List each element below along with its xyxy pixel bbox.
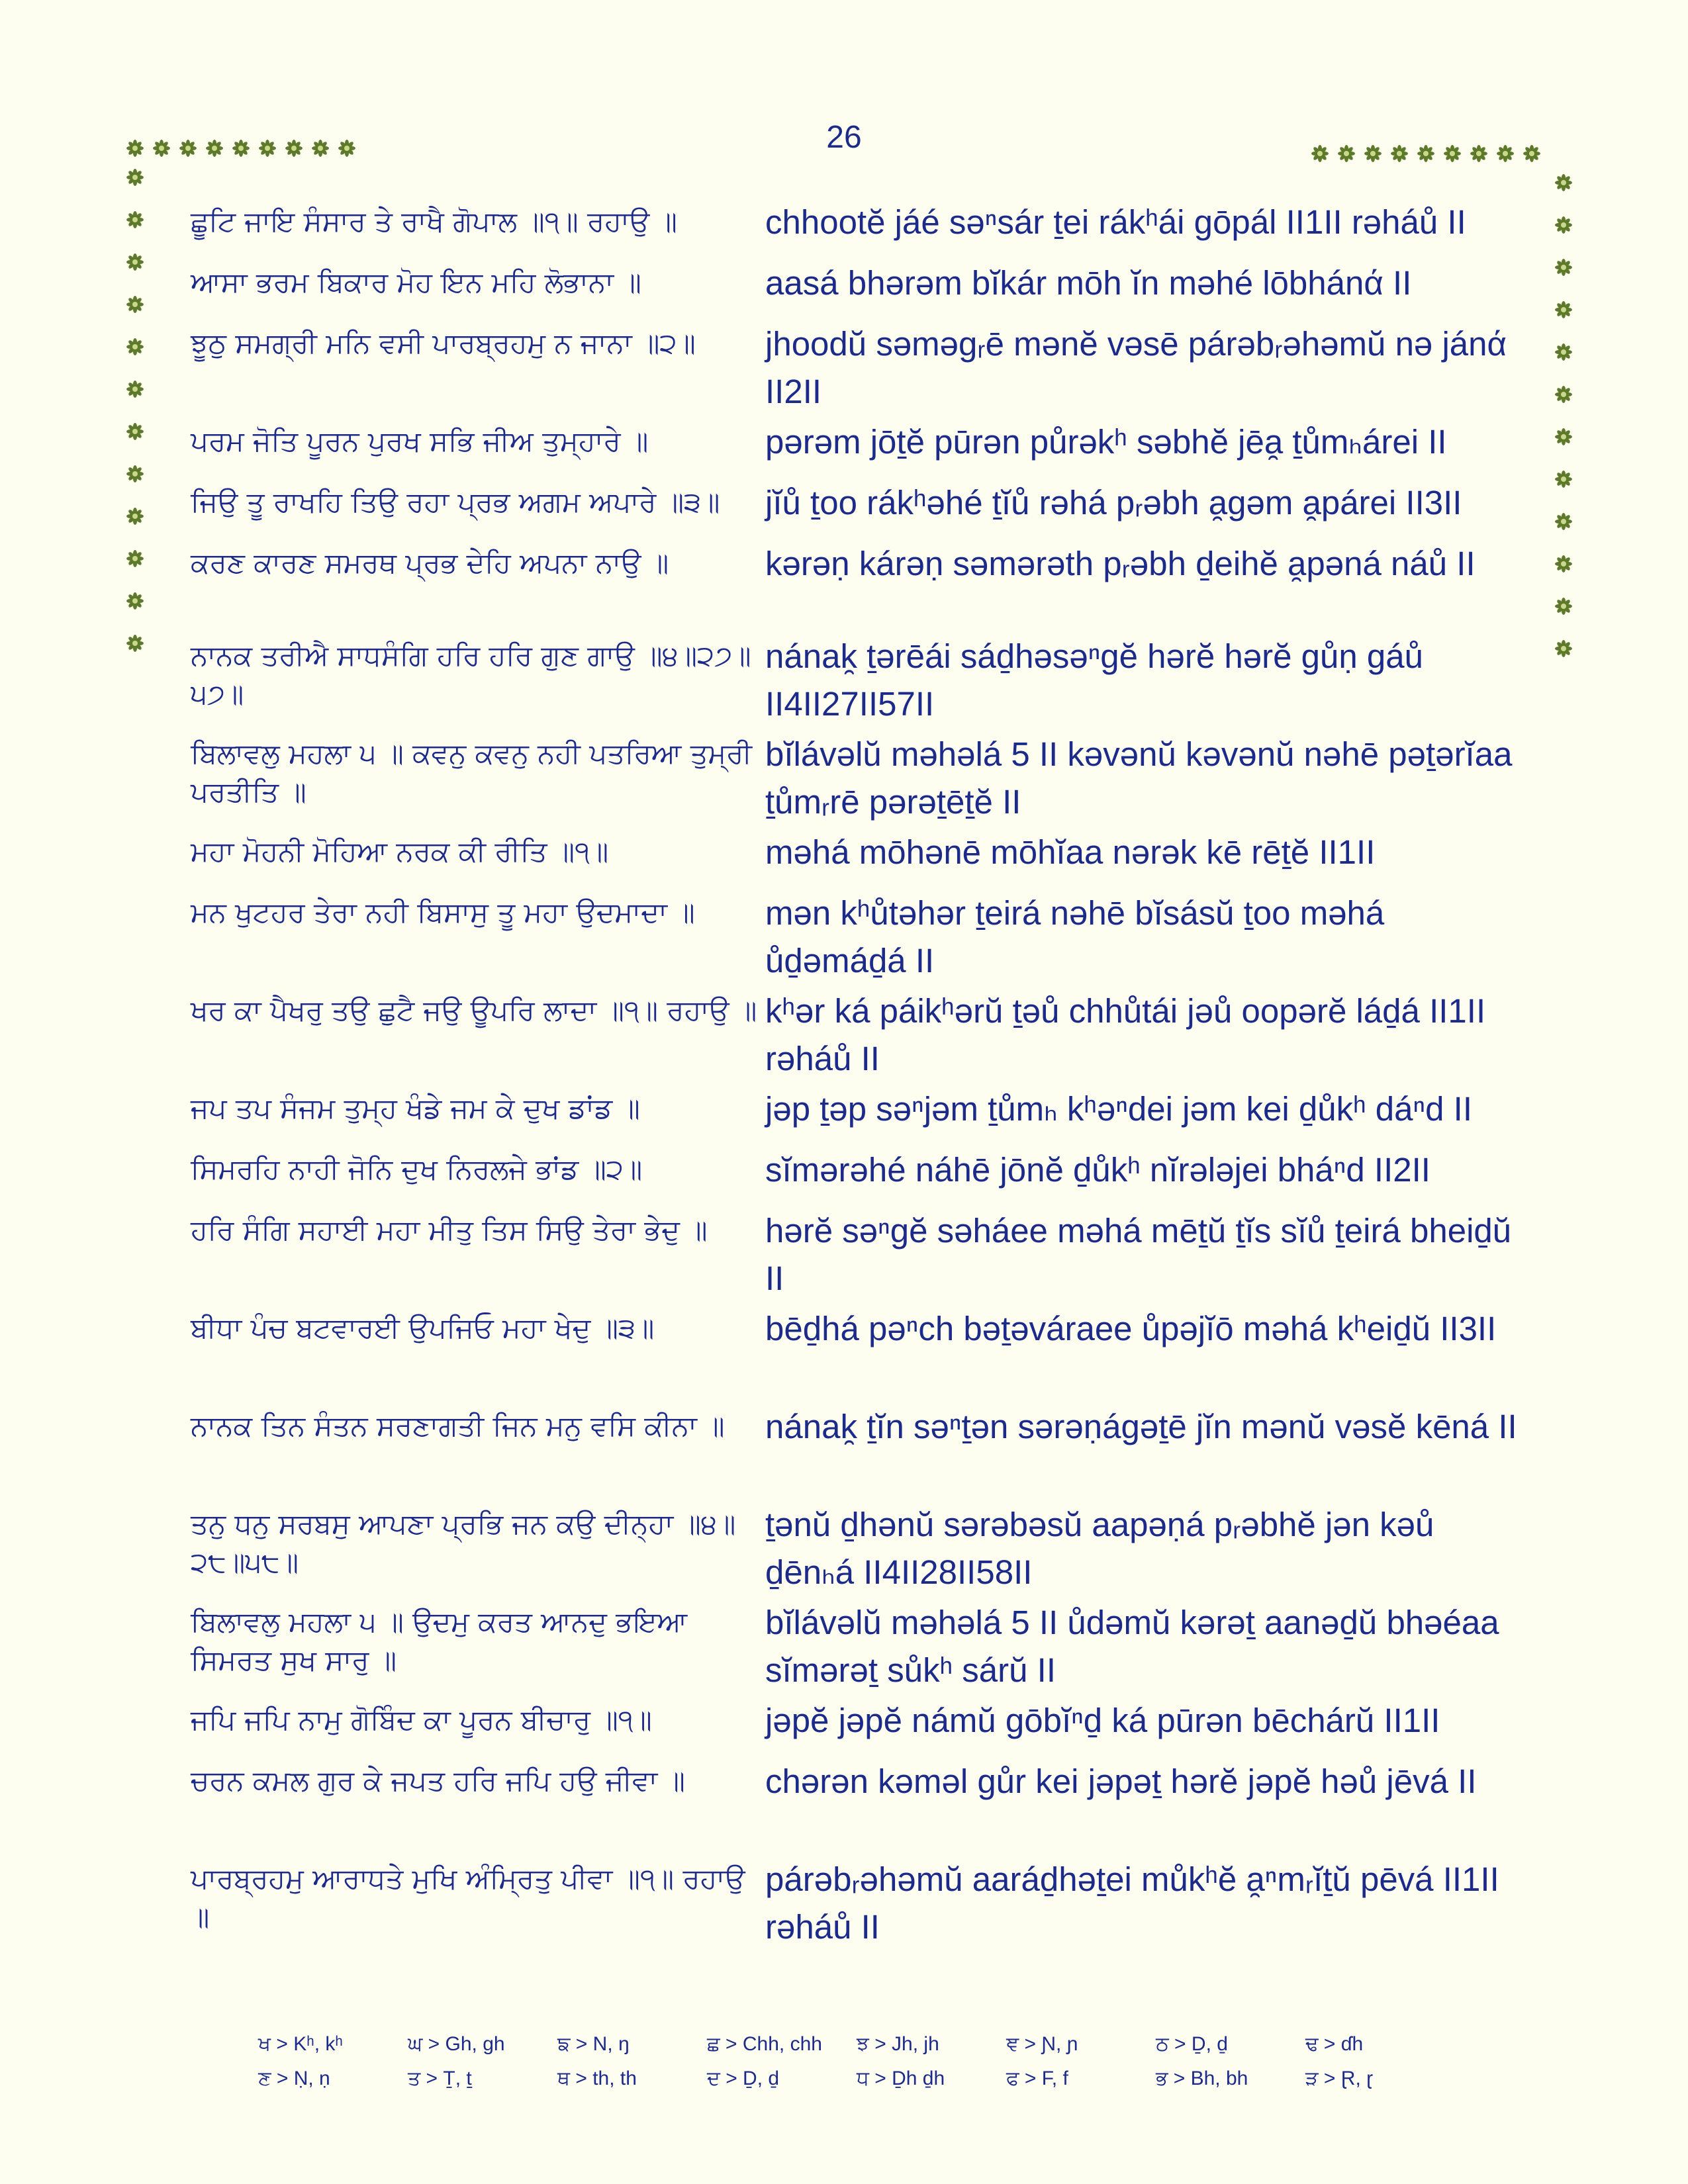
verse-row bbox=[191, 320, 1528, 418]
transliteration-text: mən kʰůtəhər ṯeirá nəhē bĭsásŭ ṯoo məhá ůḏəmáḏá II bbox=[765, 894, 1385, 979]
gurmukhi-text: ਬਿਲਾਵਲੁ ਮਹਲਾ ੫ ॥ ਉਦਮੁ ਕਰਤ ਆਨਦੁ ਭਇਆ ਸਿਮਰਤ ਸੁਖ ਸਾਰੁ ॥ bbox=[191, 1606, 688, 1676]
flower-ornament-icon bbox=[126, 338, 144, 356]
flower-ornament-icon bbox=[1554, 639, 1573, 658]
flower-ornament-icon bbox=[285, 139, 303, 158]
transliteration-text: sĭmərəhé náhē jōnĕ ḏůkʰ nĭrələjei bháⁿd II2II bbox=[765, 1151, 1430, 1189]
gurmukhi-text: ਮਨ ਖੁਟਹਰ ਤੇਰਾ ਨਹੀ ਬਿਸਾਸੁ ਤੂ ਮਹਾ ਉਦਮਾਦਾ ॥ bbox=[191, 896, 695, 929]
gurmukhi-text: ਖਰ ਕਾ ਪੈਖਰੁ ਤਉ ਛੁਟੈ ਜਉ ਊਪਰਿ ਲਾਦਾ ॥੧॥ ਰਹਾਉ ॥ bbox=[191, 994, 757, 1026]
verse-row bbox=[191, 1856, 1528, 1954]
gurmukhi-text: ਤਨੁ ਧਨੁ ਸਰਬਸੁ ਆਪਣਾ ਪ੍ਰਭਿ ਜਨ ਕਉ ਦੀਨ੍ਹਾ ॥੪॥੨੮॥੫੮॥ bbox=[191, 1508, 736, 1578]
flower-ornament-icon bbox=[126, 465, 144, 483]
key-item: ੜ > Ɽ, ɽ bbox=[1305, 2068, 1374, 2089]
flower-ornament-icon bbox=[126, 210, 144, 229]
verse-row bbox=[191, 1403, 1528, 1501]
flower-ornament-icon bbox=[1554, 173, 1573, 192]
gurmukhi-text: ਮਹਾ ਮੋਹਨੀ ਮੋਹਿਆ ਨਰਕ ਕੀ ਰੀਤਿ ॥੧॥ bbox=[191, 835, 609, 868]
transliteration-text: kərəṇ kárəṇ səmərəth pᵣəbh ḏeihĕ a̯pəná náů II bbox=[765, 545, 1476, 582]
verse-row bbox=[191, 731, 1528, 829]
gurmukhi-text: ਸਿਮਰਹਿ ਨਾਹੀ ਜੋਨਿ ਦੁਖ ਨਿਰਲਜੇ ਭਾਂਡ ॥੨॥ bbox=[191, 1153, 643, 1185]
gurmukhi-text: ਝੂਠੁ ਸਮਗ੍ਰੀ ਮਨਿ ਵਸੀ ਪਾਰਬ੍ਰਹਮੁ ਨ ਜਾਨਾ ॥੨॥ bbox=[191, 327, 696, 359]
flower-ornament-icon bbox=[1417, 144, 1435, 163]
flower-ornament-icon bbox=[338, 139, 356, 158]
flower-ornament-icon bbox=[1337, 144, 1356, 163]
gurmukhi-text: ਨਾਨਕ ਤਿਨ ਸੰਤਨ ਸਰਣਾਗਤੀ ਜਿਨ ਮਨੁ ਵਸਿ ਕੀਨਾ ॥ bbox=[191, 1410, 725, 1442]
flower-ornament-icon bbox=[1554, 470, 1573, 488]
flower-ornament-icon bbox=[126, 507, 144, 525]
flower-ornament-icon bbox=[1390, 144, 1409, 163]
flower-ornament-icon bbox=[1443, 144, 1462, 163]
flower-ornament-icon bbox=[126, 380, 144, 398]
flower-ornament-icon bbox=[1554, 343, 1573, 361]
flower-ornament-icon bbox=[205, 139, 224, 158]
verse-row bbox=[191, 259, 1528, 320]
transliteration-text: jəpĕ jəpĕ námŭ gōbĭⁿḏ ká pūrən bēchárŭ II1II bbox=[765, 1702, 1440, 1739]
verse-row bbox=[191, 1758, 1528, 1856]
flower-ornament-icon bbox=[126, 253, 144, 271]
transliteration-text: chhootĕ jáé səⁿsár ṯei rákʰái gōpál II1II rəháů II bbox=[765, 203, 1466, 241]
gurmukhi-text: ਜਪਿ ਜਪਿ ਨਾਮੁ ਗੋਬਿੰਦ ਕਾ ਪੂਰਨ ਬੀਚਾਰੁ ॥੧॥ bbox=[191, 1704, 652, 1736]
key-item: ਛ > Chh, chh bbox=[707, 2033, 822, 2055]
key-item: ਙ > N, ŋ bbox=[557, 2033, 630, 2055]
transliteration-text: bĭlávəlŭ məhəlá 5 II kəvənŭ kəvənŭ nəhē pəṯərĭaa ṯůmᵣrē pərəṯēṯĕ II bbox=[765, 735, 1513, 821]
transliteration-text: pərəm jōṯĕ pūrən půrəkʰ səbhĕ jēa̯ ṯůmₕárei II bbox=[765, 423, 1447, 461]
transliteration-text: jĭů ṯoo rákʰəhé ṯĭů rəhá pᵣəbh a̯gəm a̯párei II3II bbox=[765, 484, 1462, 522]
flower-ornament-icon bbox=[258, 139, 277, 158]
verse-row bbox=[191, 633, 1528, 731]
flower-ornament-icon bbox=[126, 295, 144, 314]
key-line-1 bbox=[258, 2033, 1423, 2056]
gurmukhi-text: ਪਾਰਬ੍ਰਹਮੁ ਆਰਾਧਤੇ ਮੁਖਿ ਅੰਮ੍ਰਿਤੁ ਪੀਵਾ ॥੧॥ ਰਹਾਉ ॥ bbox=[191, 1862, 745, 1933]
flower-ornament-icon bbox=[1554, 428, 1573, 446]
key-item: ਣ > Ṇ, ṇ bbox=[258, 2068, 330, 2089]
transliteration-text: bĭlávəlŭ məhəlá 5 II ůdəmŭ kərəṯ aanəḏŭ bhəéaa sĭmərəṯ sůkʰ sárŭ II bbox=[765, 1604, 1499, 1689]
key-item: ਢ > ɗh bbox=[1305, 2033, 1364, 2055]
key-item: ਞ > Ɲ, ɲ bbox=[1006, 2033, 1078, 2055]
transliteration-text: hərĕ səⁿgĕ səháee məhá mēṯŭ ṯĭs sĭů ṯeirá bheiḏŭ II bbox=[765, 1212, 1512, 1297]
flower-ornament-icon bbox=[232, 139, 250, 158]
gurmukhi-text: ਕਰਣ ਕਾਰਣ ਸਮਰਥ ਪ੍ਰਭ ਦੇਹਿ ਅਪਨਾ ਨਾਉ ॥ bbox=[191, 547, 669, 579]
transliteration-text: chərən kəməl gůr kei jəpəṯ hərĕ jəpĕ həů jēvá II bbox=[765, 1762, 1477, 1800]
flower-ornament-icon bbox=[179, 139, 197, 158]
transliteration-text: párəbᵣəhəmŭ aaráḏhəṯei můkʰĕ a̯ⁿmᵣĭṯŭ pēvá II1II rəháů II bbox=[765, 1860, 1499, 1946]
flower-ornament-icon bbox=[152, 139, 171, 158]
key-item: ਥ > th, th bbox=[557, 2068, 637, 2089]
flower-ornament-icon bbox=[1523, 144, 1541, 163]
verse-row bbox=[191, 987, 1528, 1085]
verse-row bbox=[191, 1085, 1528, 1146]
verse-row bbox=[191, 829, 1528, 889]
verse-row bbox=[191, 1501, 1528, 1599]
gurmukhi-text: ਜਪ ਤਪ ਸੰਜਮ ਤੁਮ੍ਹ ਖੰਡੇ ਜਮ ਕੇ ਦੁਖ ਡਾਂਡ ॥ bbox=[191, 1092, 640, 1124]
transliteration-text: bēḏhá pəⁿch bəṯəváraee ůpəjĭō məhá kʰeiḏŭ II3II bbox=[765, 1310, 1497, 1347]
key-item: ਧ > Ḏh ḏh bbox=[857, 2068, 945, 2089]
transliteration-key bbox=[258, 2033, 1423, 2102]
flower-ornament-icon bbox=[311, 139, 330, 158]
gurmukhi-text: ਆਸਾ ਭਰਮ ਬਿਕਾਰ ਮੋਹ ਇਨ ਮਹਿ ਲੋਭਾਨਾ ॥ bbox=[191, 266, 641, 298]
flower-ornament-icon bbox=[1554, 512, 1573, 531]
transliteration-text: nának̯ ṯĭn səⁿṯən sərəṇágəṯē jĭn mənŭ vəsĕ kēná II bbox=[765, 1408, 1517, 1445]
transliteration-text: kʰər ká páikʰərŭ ṯəů chhůtái jəů oopərĕ láḏá II1II rəháů II bbox=[765, 992, 1486, 1077]
flower-ornament-icon bbox=[126, 634, 144, 653]
gurmukhi-text: ਪਰਮ ਜੋਤਿ ਪੂਰਨ ਪੁਰਖ ਸਭਿ ਜੀਅ ਤੁਮ੍ਹਾਰੇ ॥ bbox=[191, 425, 649, 457]
transliteration-text: aasá bhərəm bĭkár mōh ĭn məhé lōbhánά II bbox=[765, 264, 1412, 302]
flower-ornament-icon bbox=[1496, 144, 1515, 163]
flower-ornament-icon bbox=[1554, 300, 1573, 319]
flower-ornament-icon bbox=[1554, 385, 1573, 404]
flower-ornament-icon bbox=[1470, 144, 1488, 163]
flower-ornament-icon bbox=[126, 422, 144, 441]
verse-row bbox=[191, 1599, 1528, 1697]
verse-row bbox=[191, 1146, 1528, 1207]
flower-ornament-icon bbox=[1554, 216, 1573, 234]
verse-row bbox=[191, 1697, 1528, 1758]
flower-ornament-icon bbox=[126, 549, 144, 568]
flower-ornament-icon bbox=[1311, 144, 1329, 163]
transliteration-text: jhoodŭ səməgᵣē mənĕ vəsē párəbᵣəhəmŭ nə jánά II2II bbox=[765, 325, 1507, 410]
gurmukhi-text: ਜਿਉ ਤੂ ਰਾਖਹਿ ਤਿਉ ਰਹਾ ਪ੍ਰਭ ਅਗਮ ਅਪਾਰੇ ॥੩॥ bbox=[191, 486, 720, 518]
verse-row bbox=[191, 199, 1528, 259]
flower-ornament-icon bbox=[126, 139, 144, 158]
key-item: ਤ > Ṯ, ṯ bbox=[408, 2068, 472, 2089]
verse-row bbox=[191, 418, 1528, 479]
verse-row bbox=[191, 540, 1528, 633]
key-item: ਦ > Ḏ, ḏ bbox=[707, 2068, 780, 2089]
gurmukhi-text: ਹਰਿ ਸੰਗਿ ਸਹਾਈ ਮਹਾ ਮੀਤੁ ਤਿਸ ਸਿਉ ਤੇਰਾ ਭੇਦੁ ॥ bbox=[191, 1214, 708, 1246]
key-line-2 bbox=[258, 2068, 1423, 2090]
gurmukhi-text: ਬਿਲਾਵਲੁ ਮਹਲਾ ੫ ॥ ਕਵਨੁ ਕਵਨੁ ਨਹੀ ਪਤਰਿਆ ਤੁਮ੍ਰੀ ਪਰਤੀਤਿ ॥ bbox=[191, 737, 752, 808]
verse-row bbox=[191, 1305, 1528, 1403]
flower-ornament-icon bbox=[126, 592, 144, 610]
gurmukhi-text: ਚਰਨ ਕਮਲ ਗੁਰ ਕੇ ਜਪਤ ਹਰਿ ਜਪਿ ਹਉ ਜੀਵਾ ॥ bbox=[191, 1764, 685, 1797]
key-item: ਘ > Gh, gh bbox=[408, 2033, 505, 2055]
key-item: ਝ > Jh, jh bbox=[857, 2033, 939, 2055]
verse-row bbox=[191, 889, 1528, 987]
key-item: ਖ > Kʰ, kʰ bbox=[258, 2033, 343, 2055]
transliteration-text: ṯənŭ ḏhənŭ sərəbəsŭ aapəṇá pᵣəbhĕ jən kəů ḏēnₕá II4II28II58II bbox=[765, 1506, 1434, 1591]
flower-ornament-icon bbox=[1554, 258, 1573, 277]
transliteration-text: jəp ṯəp səⁿjəm ṯůmₕ kʰəⁿdei jəm kei ḏůkʰ dáⁿd II bbox=[765, 1090, 1473, 1128]
key-item: ਫ > F, f bbox=[1006, 2068, 1068, 2089]
verse-table bbox=[191, 199, 1528, 1954]
flower-ornament-icon bbox=[126, 168, 144, 187]
verse-row bbox=[191, 1207, 1528, 1305]
key-item: ਠ > Ḏ, ḏ bbox=[1156, 2033, 1228, 2055]
page-number: 26 bbox=[826, 120, 862, 155]
verse-row bbox=[191, 479, 1528, 540]
transliteration-text: nának̯ ṯərēái sáḏhəsəⁿgĕ hərĕ hərĕ gůṇ gáů II4II27II57II bbox=[765, 637, 1424, 723]
flower-ornament-icon bbox=[1364, 144, 1382, 163]
flower-ornament-icon bbox=[1554, 597, 1573, 615]
transliteration-text: məhá mōhənē mōhĭaa nərək kē rēṯĕ II1II bbox=[765, 833, 1376, 871]
gurmukhi-text: ਛੂਟਿ ਜਾਇ ਸੰਸਾਰ ਤੇ ਰਾਖੈ ਗੋਪਾਲ ॥੧॥ ਰਹਾਉ ॥ bbox=[191, 205, 677, 238]
gurmukhi-text: ਨਾਨਕ ਤਰੀਐ ਸਾਧਸੰਗਿ ਹਰਿ ਹਰਿ ਗੁਣ ਗਾਉ ॥੪॥੨੭॥੫੭॥ bbox=[191, 639, 751, 710]
key-item: ਭ > Bh, bh bbox=[1156, 2068, 1248, 2089]
gurmukhi-text: ਬੀਧਾ ਪੰਚ ਬਟਵਾਰਈ ਉਪਜਿਓ ਮਹਾ ਖੇਦੁ ॥੩॥ bbox=[191, 1312, 655, 1344]
flower-ornament-icon bbox=[1554, 555, 1573, 573]
